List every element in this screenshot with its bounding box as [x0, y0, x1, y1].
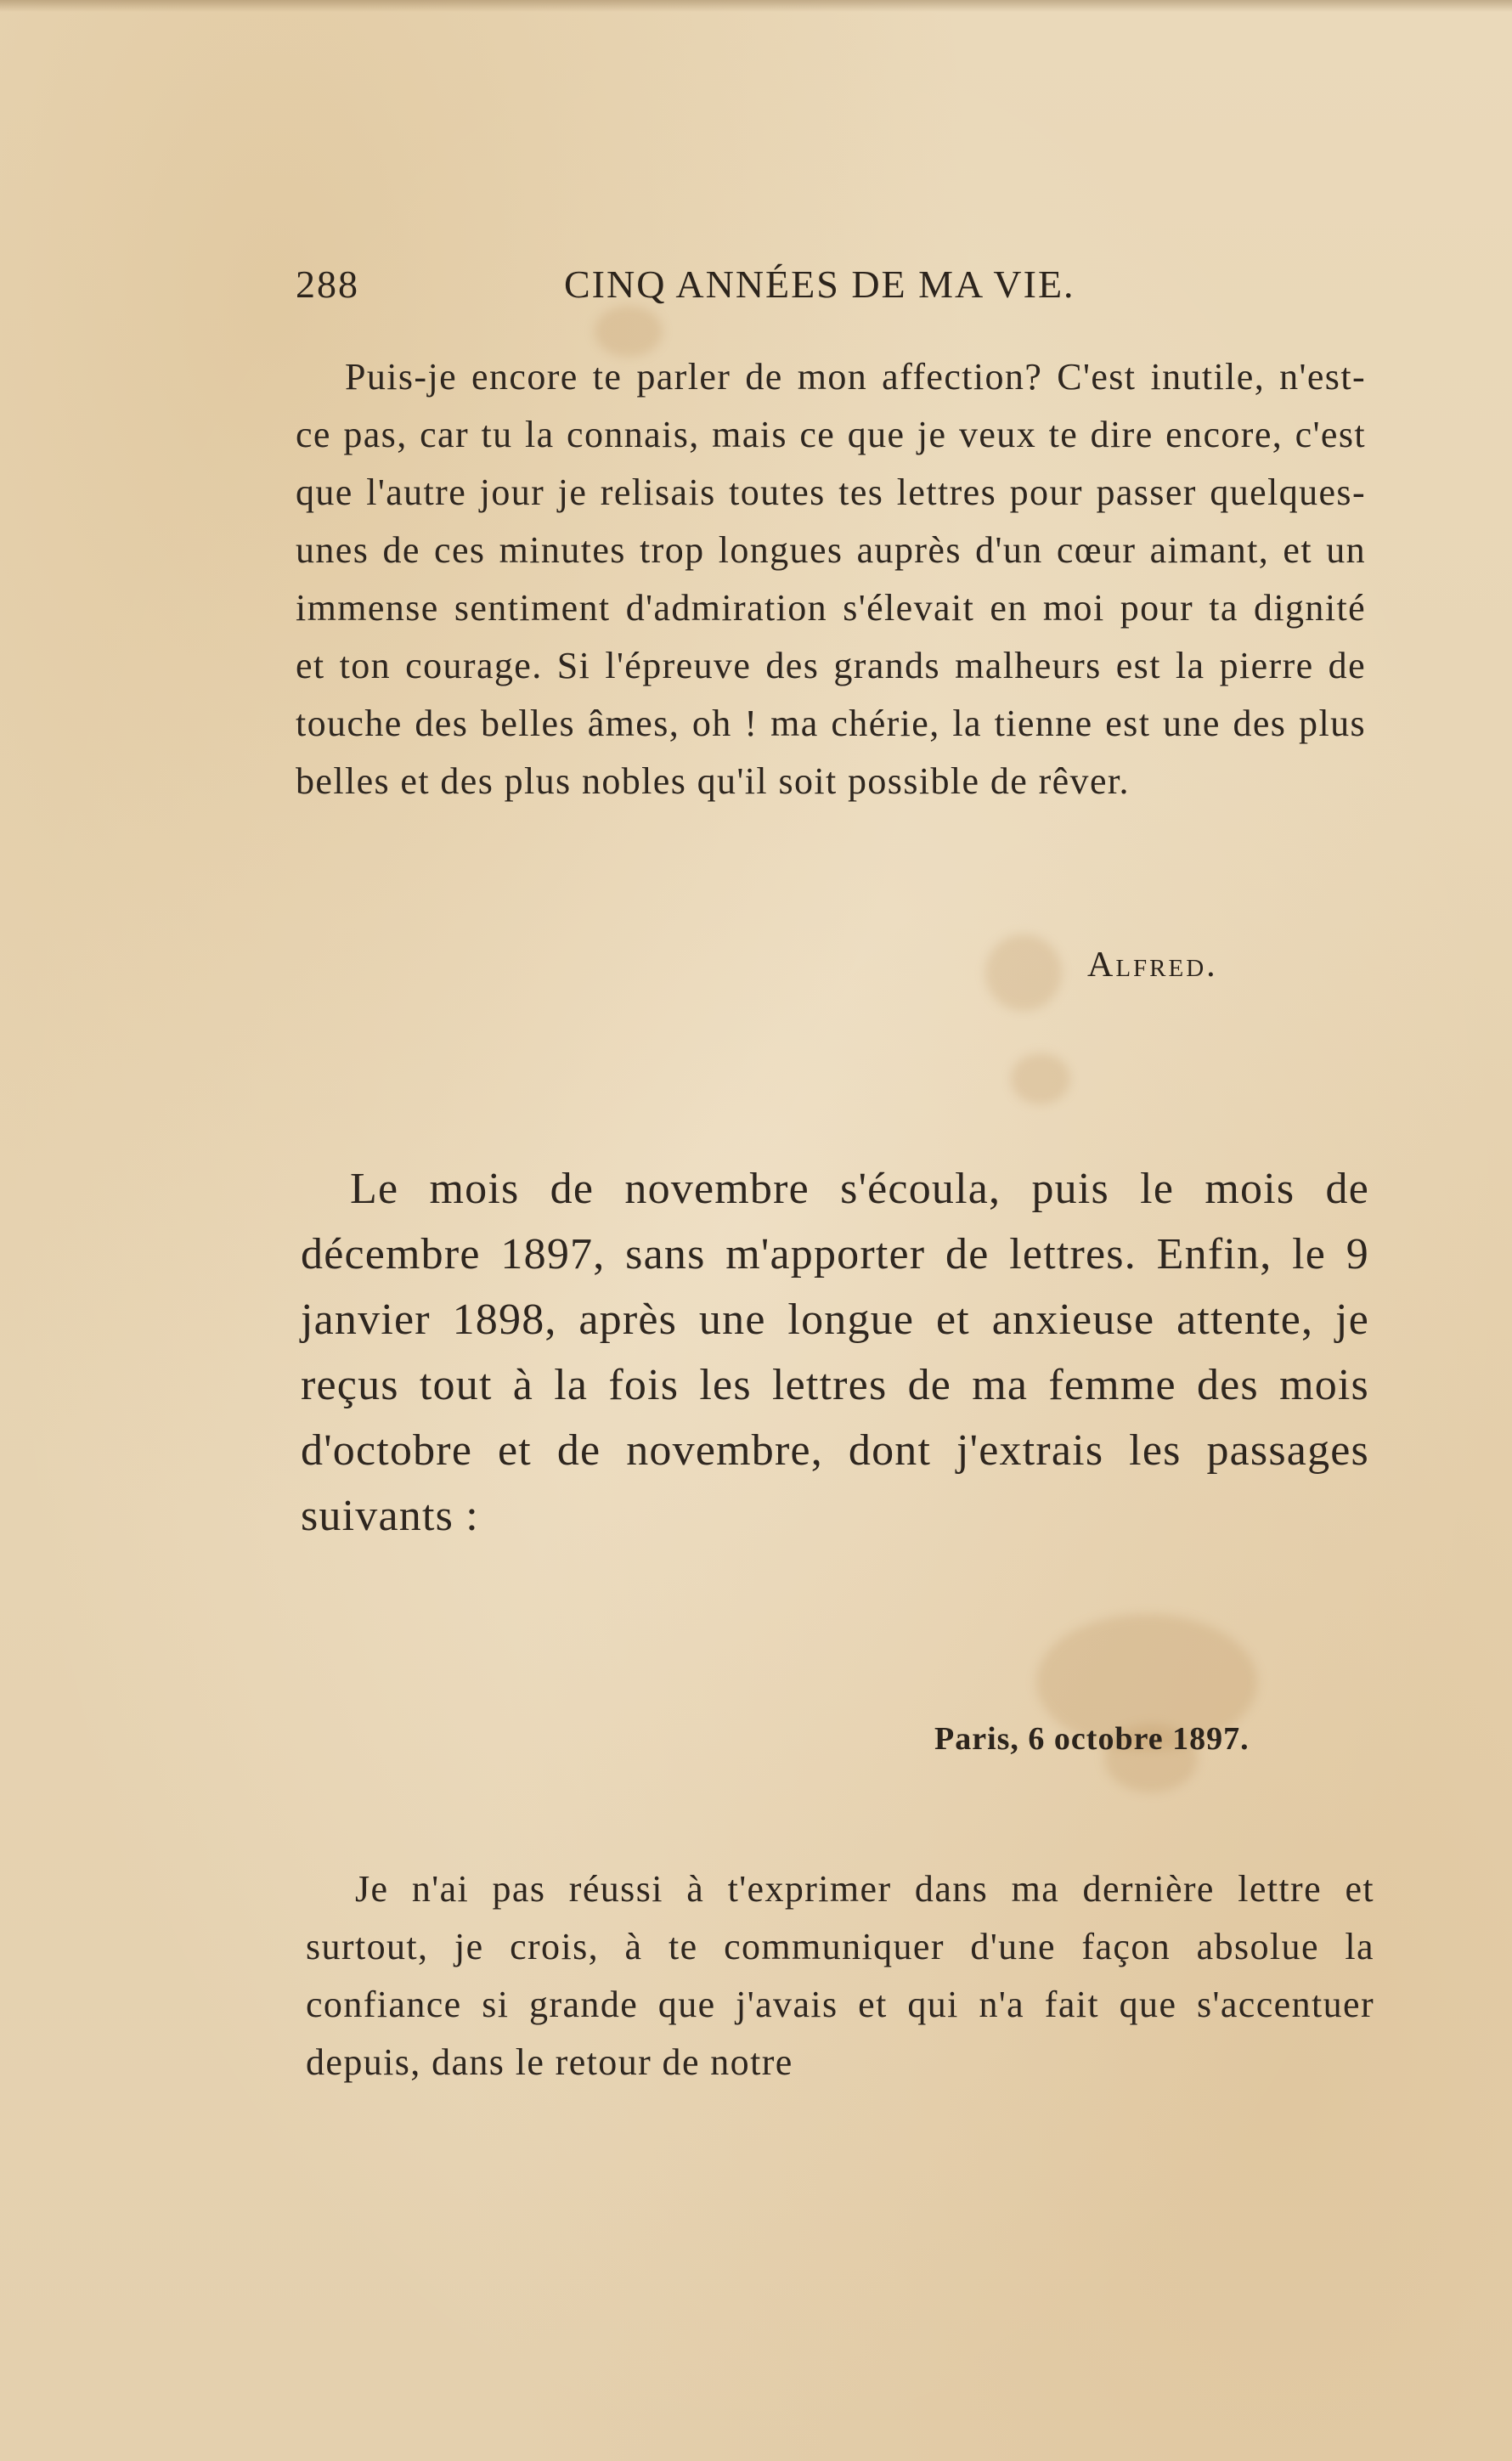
letter-alfred-body — [296, 348, 1366, 810]
running-head — [296, 262, 1103, 313]
page-number: 288 — [296, 262, 359, 306]
narrative-paragraph: Le mois de novembre s'écoula, puis le mois de décembre 1897, sans m'apporter de lettres. Enfin, le 9 janvier 1898, après une longue et anxieuse attente, je reçus tout à la fois les lettres de ma femme des mois d'octobre et de novembre, dont j'extrais les passages suivants : — [301, 1165, 1369, 1540]
letter-lucie-body — [306, 1860, 1374, 2091]
narrative-body — [301, 1156, 1369, 1549]
foxing-stain — [1011, 1053, 1070, 1104]
letter-alfred-paragraph: Puis-je encore te parler de mon affection? C'est inutile, n'est-ce pas, car tu la connais, mais ce que je veux te dire encore, c'est que l'autre jour je relisais toutes tes lettres pour passer quelques-unes de ces minutes trop longues auprès d'un cœur aimant, et un immense sentiment d'admiration s'élevait en moi pour ta dignité et ton courage. Si l'épreuve des grands malheurs est la pierre de touche des belles âmes, oh ! ma chérie, la tienne est une des plus belles et des plus nobles qu'il soit possible de rêver. — [296, 356, 1366, 802]
letter-signature: Alfred. — [1087, 945, 1218, 985]
running-title: CINQ ANNÉES DE MA VIE. — [564, 262, 1075, 306]
foxing-stain — [985, 934, 1062, 1011]
page-top-edge — [0, 0, 1512, 12]
letter-dateline: Paris, 6 octobre 1897. — [934, 1721, 1250, 1757]
letter-lucie-paragraph: Je n'ai pas réussi à t'exprimer dans ma dernière lettre et surtout, je crois, à te communiquer d'une façon absolue la confiance si grande que j'avais et qui n'a fait que s'accentuer depuis, dans le retour de notre — [306, 1868, 1374, 2083]
